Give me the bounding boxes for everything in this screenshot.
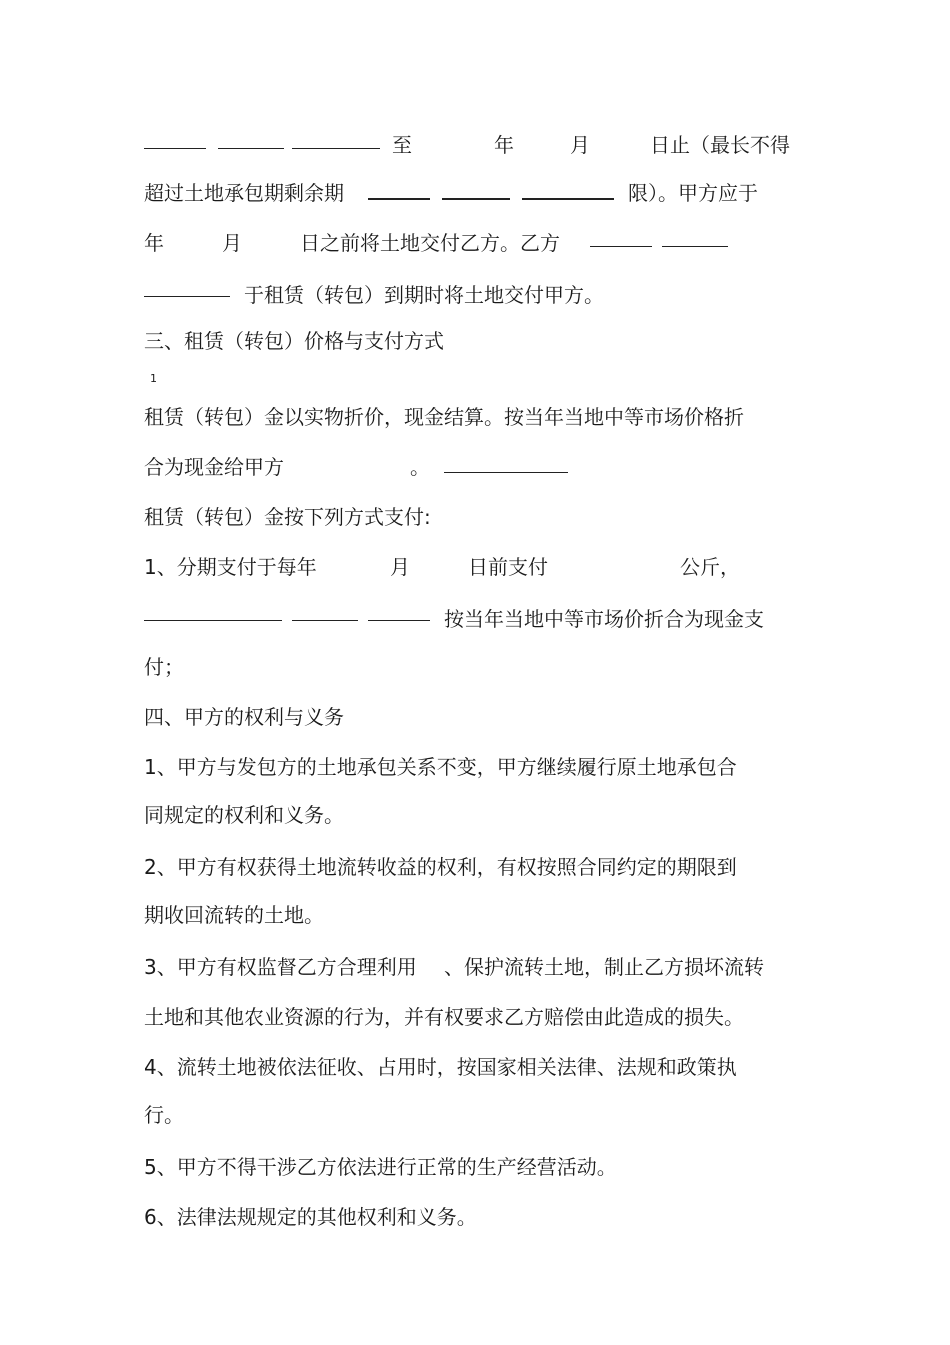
text-period: 。: [410, 455, 430, 479]
blank-underline: [444, 472, 568, 473]
text-month: 月: [222, 231, 242, 255]
blank-underline: [368, 198, 430, 200]
text-segment: 期收回流转的土地。: [144, 903, 324, 927]
text-segment: 、保护流转土地，制止乙方损坏流转: [444, 955, 764, 979]
text-segment: 3、甲方有权监督乙方合理利用: [144, 955, 417, 979]
text-segment: 2、甲方有权获得土地流转收益的权利，有权按照合同约定的期限到: [144, 855, 737, 879]
text-segment: 行。: [144, 1103, 184, 1127]
blank-underline: [144, 620, 282, 621]
heading-text: 三、租赁（转包）价格与支付方式: [144, 329, 444, 353]
text-month: 月: [570, 133, 590, 157]
text-segment: 于租赁（转包）到期时将土地交付甲方。: [244, 283, 604, 307]
text-year: 年: [144, 231, 164, 255]
heading-text: 四、甲方的权利与义务: [144, 705, 344, 729]
blank-underline: [292, 148, 380, 149]
text-segment: 6、法律法规规定的其他权利和义务。: [144, 1205, 477, 1229]
text-segment: 按当年当地中等市场价折合为现金支: [444, 607, 764, 631]
blank-underline: [218, 148, 284, 149]
footnote-number: 1: [150, 372, 157, 385]
text-segment: 合为现金给甲方: [144, 455, 284, 479]
text-segment: 同规定的权利和义务。: [144, 803, 344, 827]
blank-underline: [442, 198, 510, 200]
text-zhi: 至: [392, 133, 412, 157]
text-month: 月: [390, 555, 410, 579]
blank-underline: [144, 296, 230, 297]
text-segment: 公斤，: [680, 555, 740, 579]
text-segment: 4、流转土地被依法征收、占用时，按国家相关法律、法规和政策执: [144, 1055, 737, 1079]
text-segment: 租赁（转包）金按下列方式支付:: [144, 505, 431, 529]
text-segment: 5、甲方不得干涉乙方依法进行正常的生产经营活动。: [144, 1155, 617, 1179]
text-segment: 1、分期支付于每年: [144, 555, 317, 579]
text-segment: 日前支付: [468, 555, 548, 579]
blank-underline: [368, 620, 430, 621]
blank-underline: [292, 620, 358, 621]
text-segment: 土地和其他农业资源的行为，并有权要求乙方赔偿由此造成的损失。: [144, 1005, 744, 1029]
text-segment: 1、甲方与发包方的土地承包关系不变，甲方继续履行原土地承包合: [144, 755, 737, 779]
blank-underline: [590, 246, 652, 247]
text-segment: 付；: [144, 655, 184, 679]
blank-underline: [144, 148, 206, 149]
text-segment: 日之前将土地交付乙方。乙方: [300, 231, 560, 255]
text-segment: 限）。甲方应于: [628, 181, 758, 205]
text-day-end: 日止（最长不得: [650, 133, 790, 157]
text-segment: 超过土地承包期剩余期: [144, 181, 344, 205]
blank-underline: [522, 198, 614, 200]
text-segment: 租赁（转包）金以实物折价，现金结算。按当年当地中等市场价格折: [144, 405, 744, 429]
blank-underline: [662, 246, 728, 247]
text-year: 年: [494, 133, 514, 157]
